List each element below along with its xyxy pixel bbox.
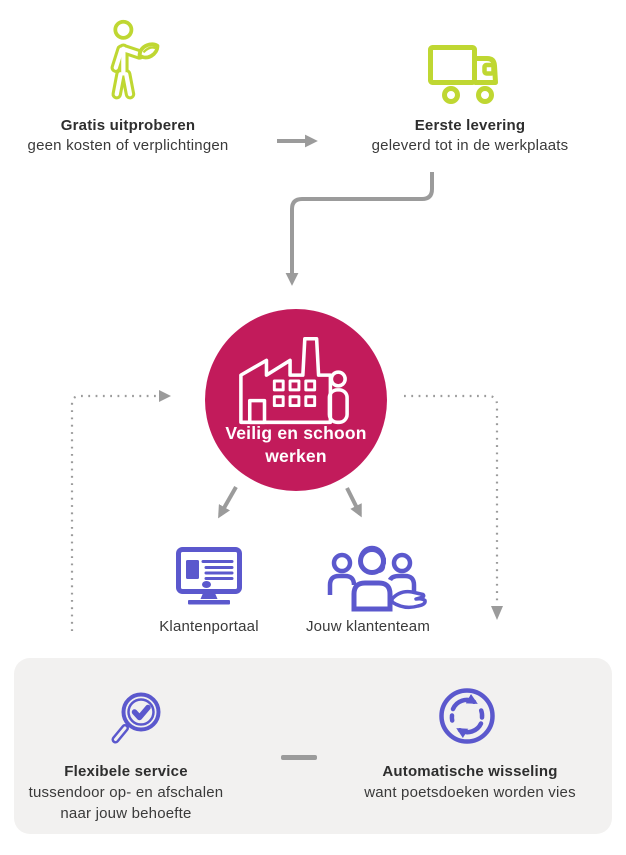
dotted-loop-left-arrowhead [159,390,171,402]
arrow-delivery-to-core [292,172,432,282]
core-step-circle [205,309,387,491]
person-presenting-icon [94,17,166,107]
monitor-icon [176,547,242,607]
refresh-circle-icon [438,687,496,745]
flexible-title: Flexibele service [64,763,188,780]
arrow-core-to-portal [220,487,236,515]
trial-subtitle: geen kosten of verplichtingen [27,137,229,154]
delivery-subtitle: geleverd tot in de werkplaats [371,137,569,154]
core-title-line1: Veilig en schoon [225,423,367,443]
portal-label: Klantenportaal [159,618,259,635]
panel-divider-dash [281,755,317,760]
customer-team-icon [326,542,428,612]
swap-line1: want poetsdoeken worden vies [364,784,576,801]
flexible-line2: naar jouw behoefte [60,805,192,822]
team-label: Jouw klantenteam [305,618,431,635]
swap-title: Automatische wisseling [382,763,558,780]
core-title [205,422,387,468]
arrow-core-to-team [347,488,360,514]
core-title-line2: werken [265,446,327,466]
flexible-line1: tussendoor op- en afschalen [28,784,224,801]
delivery-title: Eerste levering [414,117,526,134]
factory-worker-icon [235,331,353,431]
dotted-loop-left [72,396,156,631]
trial-title: Gratis uitproberen [60,117,196,134]
truck-icon [428,45,504,105]
magnifier-check-icon [108,690,164,748]
dotted-loop-right-arrowhead [491,606,503,620]
